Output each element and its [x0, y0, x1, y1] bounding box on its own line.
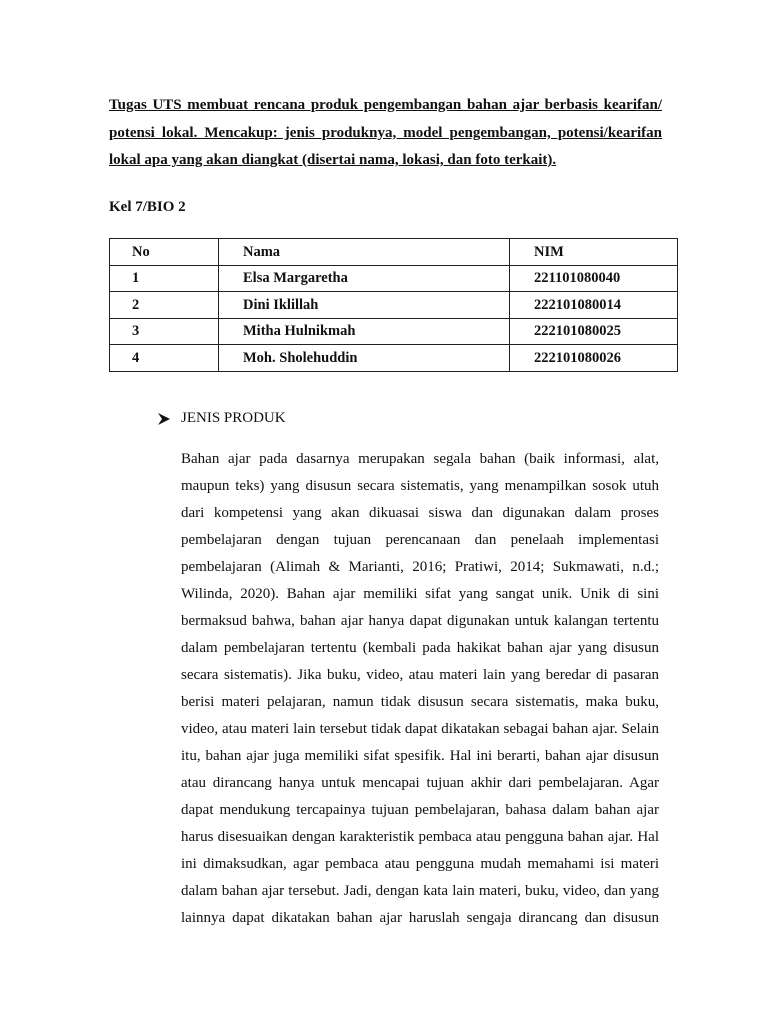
paragraph-line: maupun teks) yang disusun secara sistematis, yang menampilkan sosok utuh: [181, 478, 659, 494]
paragraph-line: bermaksud bahwa, bahan ajar hanya dapat digunakan untuk kalangan tertentu: [181, 613, 659, 629]
paragraph-line: dari kompetensi yang akan dikuasai siswa dan digunakan dalam proses: [181, 505, 659, 521]
table-header-row: [110, 239, 678, 266]
paragraph-line: atau dirancang hanya untuk mencapai tujuan akhir dari pembelajaran. Agar: [181, 775, 659, 791]
cell-nama: Mitha Hulnikmah: [219, 318, 510, 345]
header-nama: Nama: [219, 239, 510, 266]
paragraph-line: pembelajaran (Alimah & Marianti, 2016; Pratiwi, 2014; Sukmawati, n.d.;: [181, 559, 659, 575]
cell-nim: 222101080014: [510, 292, 678, 319]
cell-nama: Dini Iklillah: [219, 292, 510, 319]
paragraph-line: lainnya dapat dikatakan bahan ajar haruslah sengaja dirancang dan disusun: [181, 910, 659, 926]
table-row: [110, 345, 678, 372]
title-line-3: lokal apa yang akan diangkat (disertai nama, lokasi, dan foto terkait).: [109, 152, 557, 168]
group-label: Kel 7/BIO 2: [109, 199, 186, 215]
paragraph-line: dapat mendukung tercapainya tujuan pembelajaran, bahasa dalam bahan ajar: [181, 802, 659, 818]
cell-no: 1: [110, 265, 219, 292]
body-paragraph: [181, 446, 659, 932]
members-table: [109, 238, 678, 372]
paragraph-line: berisi materi pelajaran, namun tidak disusun secara sistematis, maka buku,: [181, 694, 659, 710]
header-no: No: [110, 239, 219, 266]
cell-no: 3: [110, 318, 219, 345]
cell-no: 4: [110, 345, 219, 372]
assignment-title: [109, 92, 662, 175]
title-line-2: potensi lokal. Mencakup: jenis produknya, model pengembangan, potensi/kearifan: [109, 124, 662, 141]
arrow-bullet-icon: [157, 412, 171, 426]
section-heading-text: JENIS PRODUK: [181, 410, 286, 426]
table-row: [110, 318, 678, 345]
table-row: [110, 292, 678, 319]
paragraph-line: harus disesuaikan dengan karakteristik pembaca atau pengguna bahan ajar. Hal: [181, 829, 659, 845]
paragraph-line: pembelajaran dengan tujuan perencanaan dan penelaah implementasi: [181, 532, 659, 548]
table-row: [110, 265, 678, 292]
cell-no: 2: [110, 292, 219, 319]
cell-nim: 222101080025: [510, 318, 678, 345]
header-nim: NIM: [510, 239, 678, 266]
cell-nim: 221101080040: [510, 265, 678, 292]
paragraph-line: ini dimaksudkan, agar pembaca atau pengguna mudah memahami isi materi: [181, 856, 659, 872]
paragraph-line: Wilinda, 2020). Bahan ajar memiliki sifat yang sangat unik. Unik di sini: [181, 586, 659, 602]
cell-nim: 222101080026: [510, 345, 678, 372]
title-line-1: Tugas UTS membuat rencana produk pengembangan bahan ajar berbasis kearifan/: [109, 97, 662, 113]
section-heading: [157, 410, 286, 427]
cell-nama: Elsa Margaretha: [219, 265, 510, 292]
paragraph-line: video, atau materi lain tersebut tidak dapat dikatakan sebagai bahan ajar. Selain: [181, 721, 659, 737]
paragraph-line: itu, bahan ajar juga memiliki sifat spesifik. Hal ini berarti, bahan ajar disusun: [181, 748, 659, 764]
paragraph-line: dalam pembelajaran tertentu (kembali pada hakikat bahan ajar yang disusun: [181, 640, 659, 656]
cell-nama: Moh. Sholehuddin: [219, 345, 510, 372]
paragraph-line: secara sistematis). Jika buku, video, atau materi lain yang beredar di pasaran: [181, 667, 659, 683]
paragraph-line: dalam bahan ajar tersebut. Jadi, dengan kata lain materi, buku, video, dan yang: [181, 883, 659, 899]
paragraph-line: Bahan ajar pada dasarnya merupakan segala bahan (baik informasi, alat,: [181, 451, 659, 467]
